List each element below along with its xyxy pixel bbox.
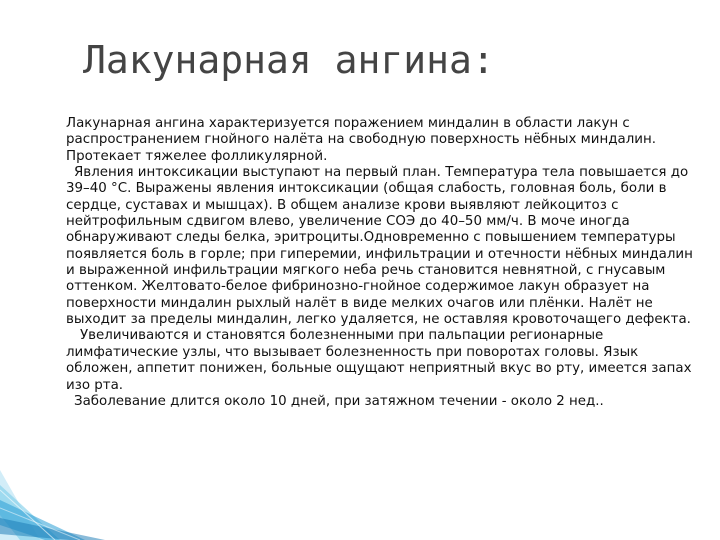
slide-body	[66, 116, 696, 410]
paragraph-intoxication: Явления интоксикации выступают на первый план. Температура тела повышается до 39–40 °С. Выражены явления интоксикации (общая слабость, головная боль, боли в сердце, суставах и мышцах). В общем анализе крови выявляют лейкоцитоз с нейтрофильным сдвигом влево, увеличение СОЭ до 40–50 мм/ч. В моче иногда обнаруживают следы белка, эритроциты.Одновременно с повышением температуры появляется боль в горле; при гиперемии, инфильтрации и отечности нёбных миндалин и выраженной инфильтрации мягкого неба речь становится невнятной, с гнусавым оттенком. Желтовато-белое фибринозно-гнойное содержимое лакун образует на поверхности миндалин рыхлый налёт в виде мелких очагов или плёнки. Налёт не выходит за пределы миндалин, легко удаляется, не оставляя кровоточащего дефекта.	[66, 165, 693, 328]
paragraph-intro: Лакунарная ангина характеризуется поражением миндалин в области лакун с распространением гнойного налёта на свободную поверхность нёбных миндалин. Протекает тяжелее фолликулярной.	[66, 116, 656, 164]
paragraph-lymph-nodes: Увеличиваются и становятся болезненными при пальпации регионарные лимфатические узлы, что вызывает болезненность при поворотах головы. Язык обложен, аппетит понижен, больные ощущают неприятный вкус во рту, имеется запах изо рта.	[66, 328, 692, 393]
corner-decoration-graphic	[0, 430, 110, 540]
paragraph-duration: Заболевание длится около 10 дней, при затяжном течении - около 2 нед..	[74, 393, 604, 409]
slide-title: Лакунарная ангина:	[83, 38, 495, 82]
